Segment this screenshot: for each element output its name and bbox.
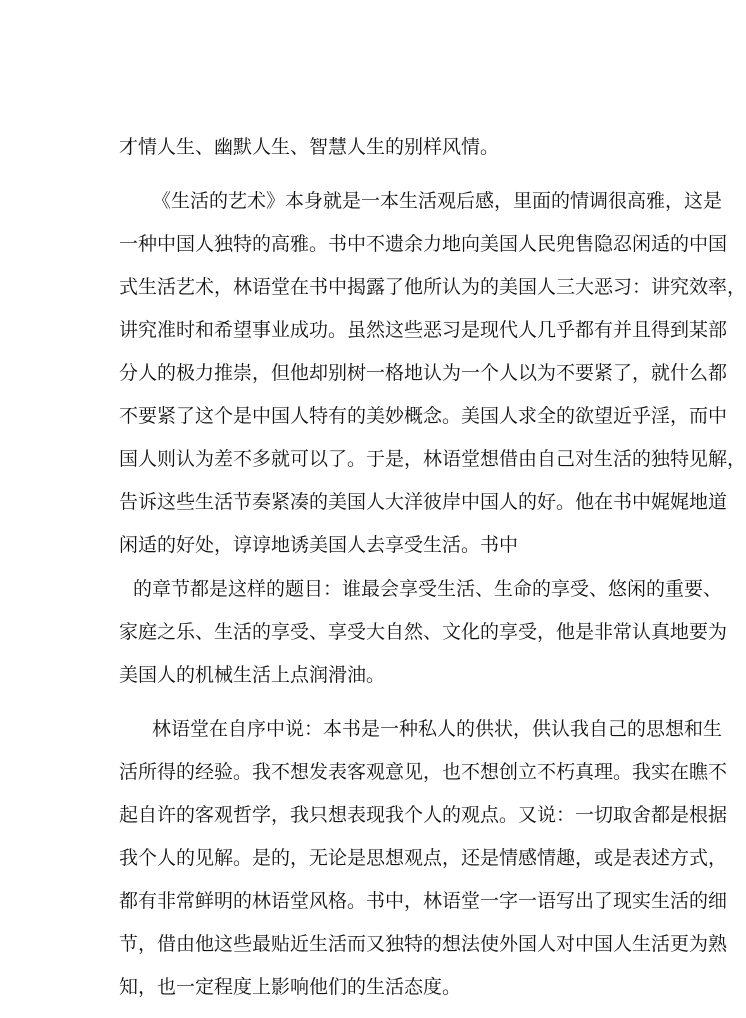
paragraph-4-line-5: 都有非常鲜明的林语堂风格。书中，林语堂一字一语写出了现实生活的细: [119, 890, 728, 912]
paragraph-4-line-6: 节，借由他这些最贴近生活而又独特的想法使外国人对中国人生活更为熟: [119, 933, 728, 955]
paragraph-2-line-1: 《生活的艺术》本身就是一本生活观后感，里面的情调很高雅，这是: [152, 190, 723, 212]
paragraph-4-line-4: 我个人的见解。是的，无论是思想观点，还是情感情趣，或是表述方式，: [119, 847, 728, 869]
paragraph-2-line-7: 国人则认为差不多就可以了。于是，林语堂想借由自己对生活的独特见解，: [119, 448, 746, 470]
paragraph-4-line-3: 起自许的客观哲学，我只想表现我个人的观点。又说：一切取舍都是根据: [119, 804, 728, 826]
paragraph-4-line-2: 活所得的经验。我不想发表客观意见，也不想创立不朽真理。我实在瞧不: [119, 761, 728, 783]
paragraph-2-line-9: 闲适的好处，谆谆地诱美国人去享受生活。书中: [119, 534, 519, 556]
paragraph-3-line-3: 美国人的机械生活上点润滑油。: [119, 664, 386, 686]
paragraph-2-line-8: 告诉这些生活节奏紧凑的美国人大洋彼岸中国人的好。他在书中娓娓地道: [119, 491, 728, 513]
paragraph-2-line-4: 讲究准时和希望事业成功。虽然这些恶习是现代人几乎都有并且得到某部: [119, 319, 728, 341]
paragraph-3-line-2: 家庭之乐、生活的享受、享受大自然、文化的享受，他是非常认真地要为: [119, 621, 728, 643]
paragraph-2-line-3: 式生活艺术，林语堂在书中揭露了他所认为的美国人三大恶习：讲究效率，: [119, 276, 746, 298]
paragraph-2-line-2: 一种中国人独特的高雅。书中不遗余力地向美国人民兜售隐忍闲适的中国: [119, 233, 728, 255]
paragraph-2-line-5: 分人的极力推崇，但他却别树一格地认为一个人以为不要紧了，就什么都: [119, 362, 728, 384]
paragraph-1-line-1: 才情人生、幽默人生、智慧人生的别样风情。: [119, 136, 500, 158]
paragraph-2-line-6: 不要紧了这个是中国人特有的美妙概念。美国人求全的欲望近乎淫，而中: [119, 405, 728, 427]
paragraph-3-line-1: 的章节都是这样的题目：谁最会享受生活、生命的享受、悠闲的重要、: [133, 578, 723, 600]
paragraph-4-line-7: 知，也一定程度上影响他们的生活态度。: [119, 976, 462, 998]
paragraph-4-line-1: 林语堂在自序中说：本书是一种私人的供状，供认我自己的思想和生: [152, 718, 723, 740]
